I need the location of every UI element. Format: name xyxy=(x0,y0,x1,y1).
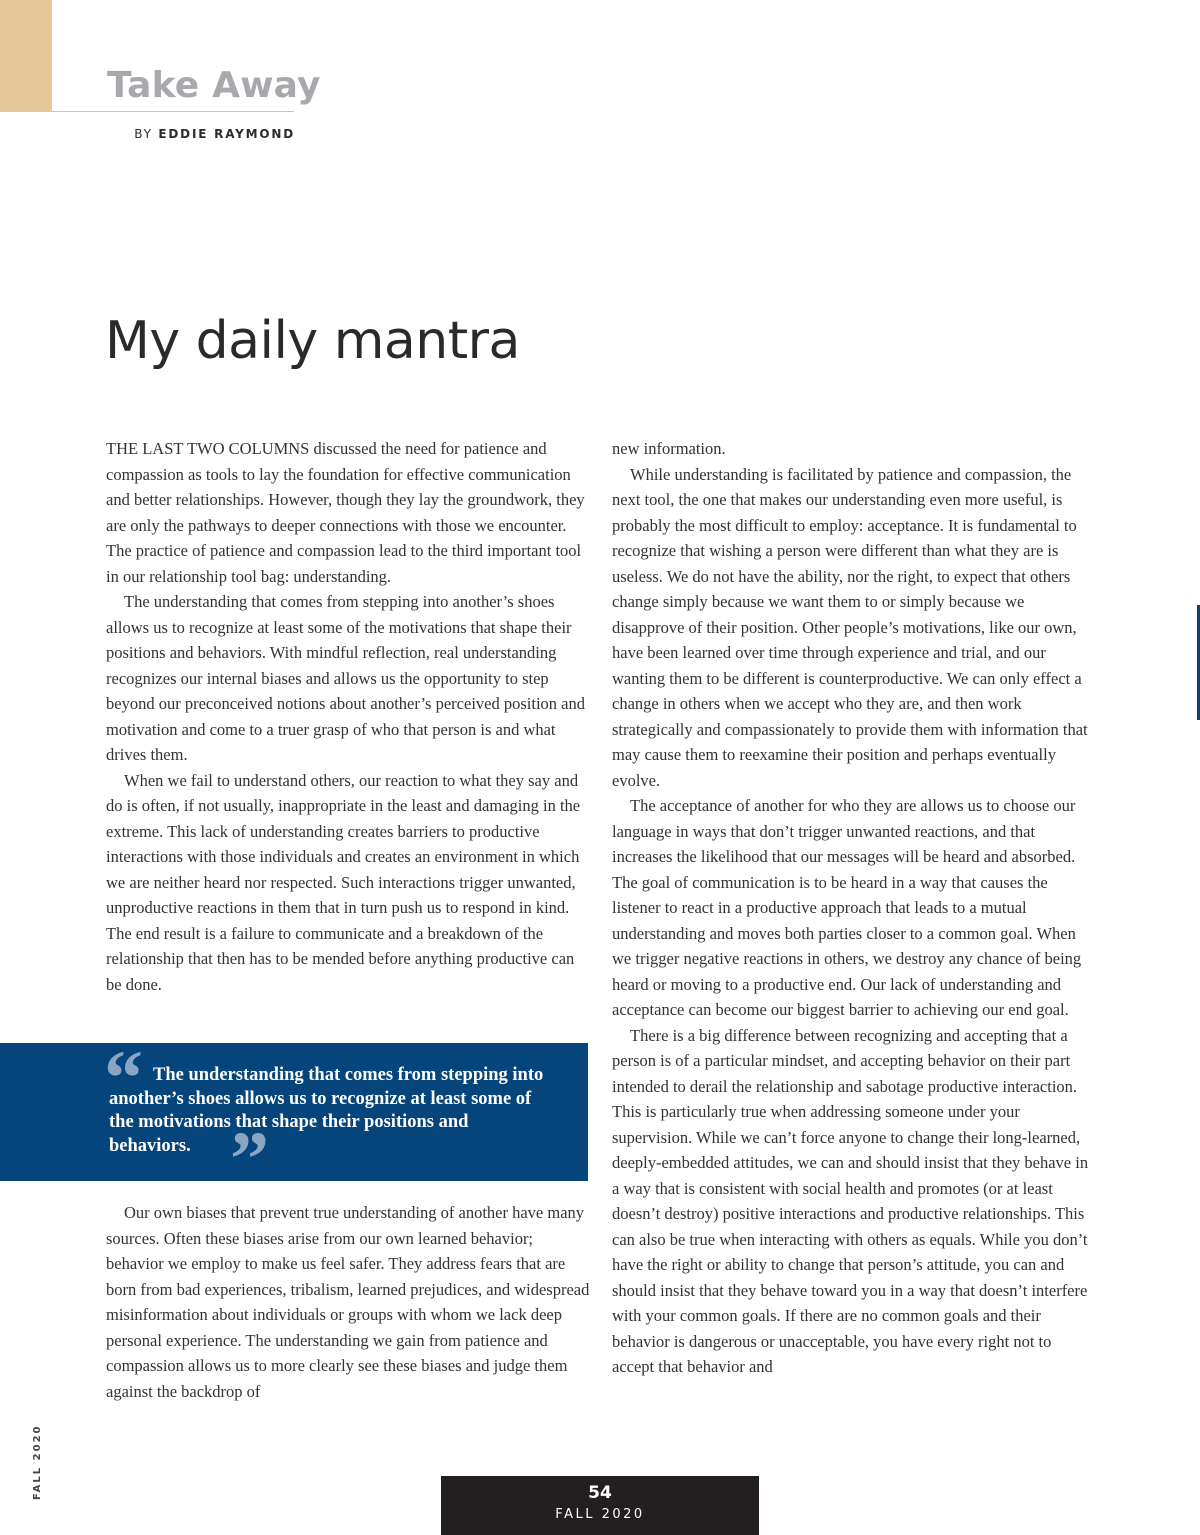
open-quote-icon: “ xyxy=(104,1034,143,1121)
left-column-top xyxy=(106,436,590,997)
section-label: Take Away xyxy=(107,65,321,106)
paragraph: Our own biases that prevent true understanding of another have many sources. Often these biases arise from our own learned behavior; behavior we employ to make us feel safer. They address fears that are born from bad experiences, tribalism, learned prejudices, and widespread misinformation about individuals or groups with whom we lack deep personal experience. The understanding we gain from patience and compassion allows us to more clearly see these biases and judge them against the backdrop of xyxy=(106,1203,590,1401)
paragraph: While understanding is facilitated by patience and compassion, the next tool, the one that makes our understanding even more useful, is probably the most difficult to employ: acceptance. It is fundamental to recognize that wishing a person were different than what they are is useless. We do not have the ability, nor the right, to expect that others change simply because we want them to or simply because we disapprove of their position. Other people’s motivations, like our own, have been learned over time through experience and trial, and our wanting them to be different is counterproductive. We can only effect a change in others when we accept who they are, and then work strategically and compassionately to provide them with information that may cause them to reexamine their position and perhaps eventually evolve. xyxy=(612,464,1088,790)
header-accent-block xyxy=(0,0,52,112)
author-name: EDDIE RAYMOND xyxy=(158,127,295,141)
side-issue-label: FALL 2020 xyxy=(32,1424,43,1500)
page-folio xyxy=(441,1476,759,1535)
paragraph: new information. xyxy=(612,439,726,458)
left-column-bottom xyxy=(106,1200,590,1404)
byline-prefix: BY xyxy=(134,127,153,141)
paragraph: THE LAST TWO COLUMNS discussed the need for patience and compassion as tools to lay the foundation for effective communication and better relationships. However, though they lay the groundwork, they are only the pathways to deeper connections with those we encounter. The practice of patience and compassion lead to the third important tool in our relationship tool bag: understanding. xyxy=(106,439,585,586)
page-number: 54 xyxy=(588,1483,612,1503)
article-title: My daily mantra xyxy=(105,311,520,371)
byline xyxy=(0,127,295,141)
pull-quote-text xyxy=(109,1064,549,1158)
paragraph: When we fail to understand others, our reaction to what they say and do is often, if not usually, inappropriate in the least and damaging in the extreme. This lack of understanding creates barriers to productive interactions with those individuals and creates an environment in which we are neither heard nor respected. Such interactions trigger unwanted, unproductive reactions in them that in turn push us to respond in kind. The end result is a failure to communicate and a breakdown of the relationship that then has to be mended before anything productive can be done. xyxy=(106,770,581,994)
header-divider xyxy=(52,111,294,112)
issue-label: FALL 2020 xyxy=(555,1507,645,1522)
right-column xyxy=(612,436,1096,1380)
paragraph: There is a big difference between recognizing and accepting that a person is of a particular mindset, and accepting behavior on their part intended to derail the relationship and sabotage productive interaction. This is particularly true when addressing someone under your supervision. While we can’t force anyone to change their long-learned, deeply-embedded attitudes, we can and should insist that they behave in a way that is consistent with social health and promotes (or at least doesn’t destroy) positive interactions and productive relationships. This can also be true when interacting with others as equals. While you don’t have the right or ability to change that person’s attitude, you can and should insist that they behave toward you in a way that doesn’t interfere with your common goals. If there are no common goals and their behavior is dangerous or unacceptable, you have every right not to accept that behavior and xyxy=(612,1025,1089,1376)
paragraph: The acceptance of another for who they are allows us to choose our language in ways that don’t trigger unwanted reactions, and that increases the likelihood that our messages will be heard and absorbed. The goal of communication is to be heard in a way that causes the listener to react in a productive approach that leads to a mutual understanding and moves both parties closer to a common goal. When we trigger negative reactions in others, we destroy any chance of being heard or moving to a productive end. Our lack of understanding and acceptance can become our biggest barrier to achieving our end goal. xyxy=(612,796,1082,1019)
pull-quote-body: The understanding that comes from stepping into another’s shoes allows us to recognize at least some of the motivations that shape their positions and behaviors. xyxy=(109,1065,544,1156)
close-quote-icon: ” xyxy=(230,1115,269,1202)
paragraph: The understanding that comes from stepping into another’s shoes allows us to recognize at least some of the motivations that shape their positions and behaviors. With mindful reflection, real understanding recognizes our internal biases and allows us the opportunity to step beyond our preconceived notions about another’s perceived position and motivation and come to a truer grasp of who that person is and what drives them. xyxy=(106,592,585,764)
